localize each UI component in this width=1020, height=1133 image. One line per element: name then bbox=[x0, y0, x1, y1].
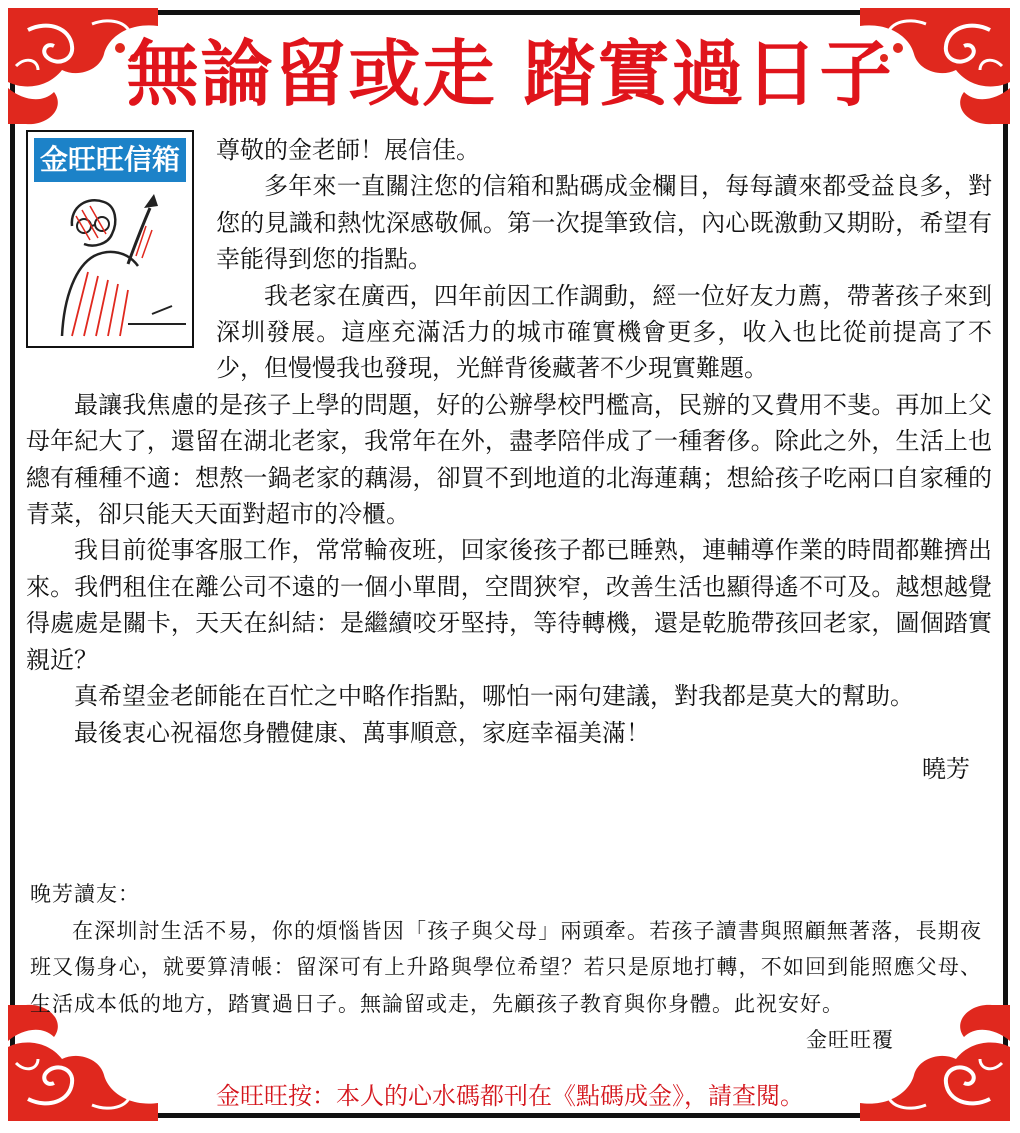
columnist-reply bbox=[30, 876, 990, 1059]
letter-paragraph: 真希望金老師能在百忙之中略作指點，哪怕一兩句建議，對我都是莫大的幫助。 bbox=[74, 682, 914, 711]
footer-note: 金旺旺按：本人的心水碼都刊在《點碼成金》，請查閱。 bbox=[216, 1082, 804, 1110]
letter-salutation: 尊敬的金老師！展信佳。 bbox=[216, 136, 480, 164]
letter-paragraph: 我老家在廣西，四年前因工作調動，經一位好友力薦，帶著孩子來到深圳發展。這座充滿活力的城市確實機會更多，收入也比從前提高了不少，但慢慢我也發現，光鮮背後藏著不少現實難題。 bbox=[216, 281, 992, 383]
reply-greeting: 晚芳讀友： bbox=[30, 882, 140, 906]
letter-paragraph: 最後衷心祝福您身體健康、萬事順意，家庭幸福美滿！ bbox=[74, 718, 650, 747]
letter-signature: 曉芳 bbox=[922, 754, 970, 783]
letter-paragraph: 多年來一直關注您的信箱和點碼成金欄目，每每讀來都受益良多，對您的見識和熱忱深感敬佩。第一次提筆致信，內心既激動又期盼，希望有幸能得到您的指點。 bbox=[216, 172, 992, 274]
reply-body: 在深圳討生活不易，你的煩惱皆因「孩子與父母」兩頭牽。若孩子讀書與照顧無著落，長期夜班又傷身心，就要算清帳：留深可有上升路與學位希望？若只是原地打轉，不如回到能照應父母、生活成本低的地方，踏實過日子。無論留或走，先顧孩子教育與你身體。此祝安好。 bbox=[30, 918, 982, 1016]
column-label: 金旺旺信箱 bbox=[34, 138, 186, 182]
reply-signature: 金旺旺覆 bbox=[806, 1028, 894, 1052]
letter-paragraph: 我目前從事客服工作，常常輪夜班，回家後孩子都已睡熟，連輔導作業的時間都難擠出來。我們租住在離公司不遠的一個小單間，空間狹窄，改善生活也顯得遙不可及。越想越覺得處處是關卡，天天在糾結：是繼續咬牙堅持，等待轉機，還是乾脆帶孩回老家，圖個踏實親近？ bbox=[26, 536, 992, 674]
letter-paragraph: 最讓我焦慮的是孩子上學的問題，好的公辦學校門檻高，民辦的又費用不斐。再加上父母年紀大了，還留在湖北老家，我常年在外，盡孝陪伴成了一種奢侈。除此之外，生活上也總有種種不適：想熬一鍋老家的藕湯，卻買不到地道的北海蓮藕；想給孩子吃兩口自家種的青菜，卻只能天天面對超市的冷櫃。 bbox=[26, 390, 992, 529]
reader-letter bbox=[26, 132, 992, 787]
headline: 無論留或走 踏實過日子 bbox=[126, 32, 894, 116]
